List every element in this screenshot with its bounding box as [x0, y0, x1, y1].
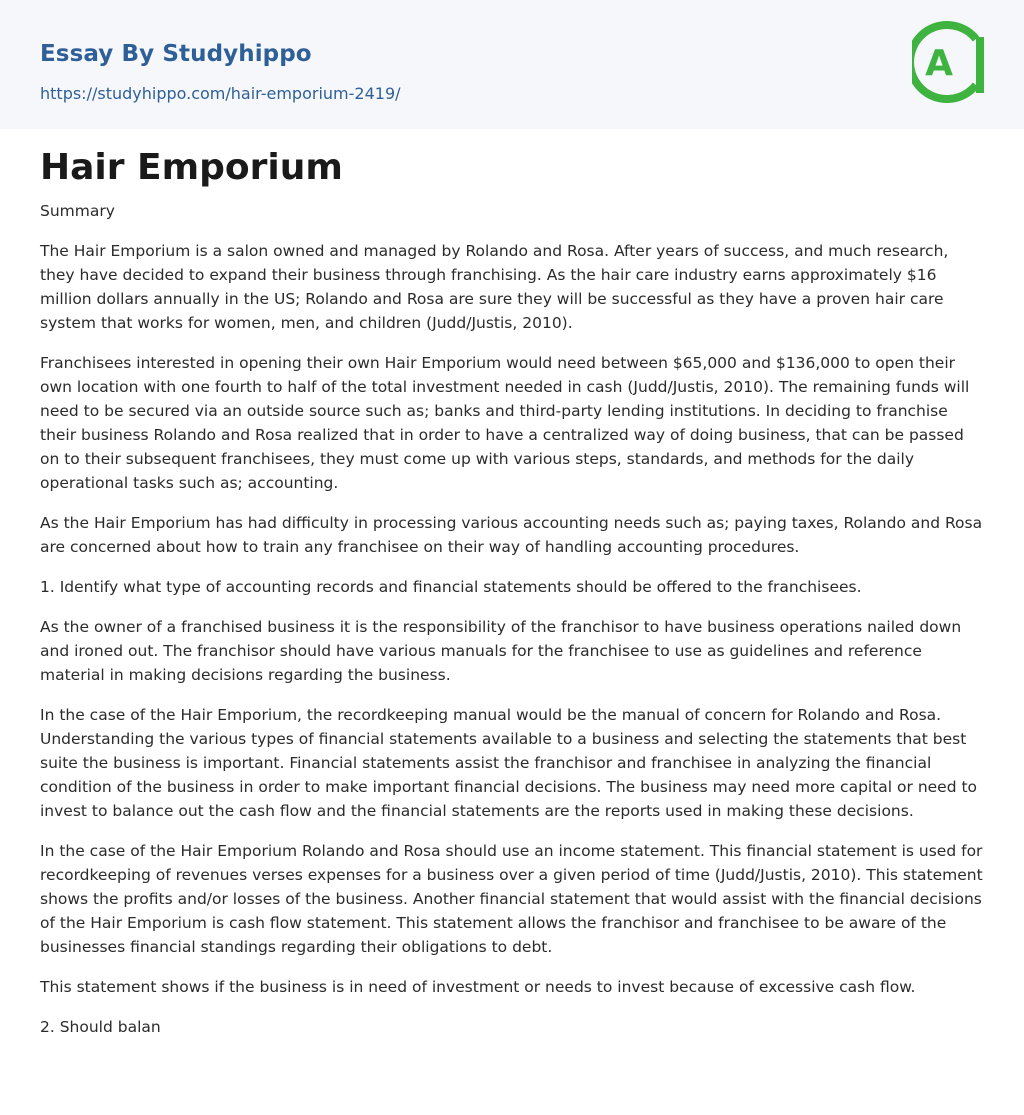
paragraph: In the case of the Hair Emporium Rolando and Rosa should use an income statement. This financial statement is used for recordkeeping of revenues verses expenses for a business over a given period of time (Judd/Justis, 2010). This statement shows the profits and/or losses of the business. Another financial statement that would assist with the financial decisions of the Hair Emporium is cash flow statement. This statement allows the franchisor and franchisee to be aware of the businesses financial standings regarding their obligations to debt. [40, 842, 983, 956]
paragraph: The Hair Emporium is a salon owned and managed by Rolando and Rosa. After years of success, and much research, they have decided to expand their business through franchising. As the hair care industry earns approximately $16 million dollars annually in the US; Rolando and Rosa are sure they will be successful as they have a proven hair care system that works for women, men, and children (Judd/Justis, 2010). [40, 242, 949, 332]
paragraph: 1. Identify what type of accounting records and financial statements should be offered to the franchisees. [40, 578, 862, 596]
paragraph: Franchisees interested in opening their own Hair Emporium would need between $65,000 and $136,000 to open their own location with one fourth to half of the total investment needed in cash (Judd/Justis, 2010). The remaining funds will need to be secured via an outside source such as; banks and third-party lending institutions. In deciding to franchise their business Rolando and Rosa realized that in order to have a centralized way of doing business, that can be passed on to their subsequent franchisees, they must come up with various steps, standards, and methods for the daily operational tasks such as; accounting. [40, 354, 970, 492]
source-url-link[interactable]: https://studyhippo.com/hair-emporium-2419/ [40, 84, 401, 103]
article [40, 145, 984, 1039]
paragraph: 2. Should balan [40, 1018, 161, 1036]
studyhippo-logo-icon [912, 19, 986, 105]
paragraph: This statement shows if the business is in need of investment or needs to invest because of excessive cash flow. [40, 978, 916, 996]
page-header [0, 0, 1024, 129]
logo-letter: A [925, 43, 953, 84]
paragraph: In the case of the Hair Emporium, the recordkeeping manual would be the manual of concern for Rolando and Rosa. Understanding the various types of financial statements available to a business and selecting the statements that best suite the business is important. Financial statements assist the franchisor and franchisee in analyzing the financial condition of the business in order to make important financial decisions. The business may need more capital or need to invest to balance out the cash flow and the financial statements are the reports used in making these decisions. [40, 706, 978, 820]
article-title: Hair Emporium [40, 147, 343, 188]
paragraph: As the owner of a franchised business it is the responsibility of the franchisor to have business operations nailed down and ironed out. The franchisor should have various manuals for the franchisee to use as guidelines and reference material in making decisions regarding the business. [40, 618, 962, 684]
paragraph: As the Hair Emporium has had difficulty in processing various accounting needs such as; paying taxes, Rolando and Rosa are concerned about how to train any franchisee on their way of handling accounting procedures. [40, 514, 983, 556]
site-title: Essay By Studyhippo [40, 41, 312, 67]
summary-label: Summary [40, 202, 115, 220]
